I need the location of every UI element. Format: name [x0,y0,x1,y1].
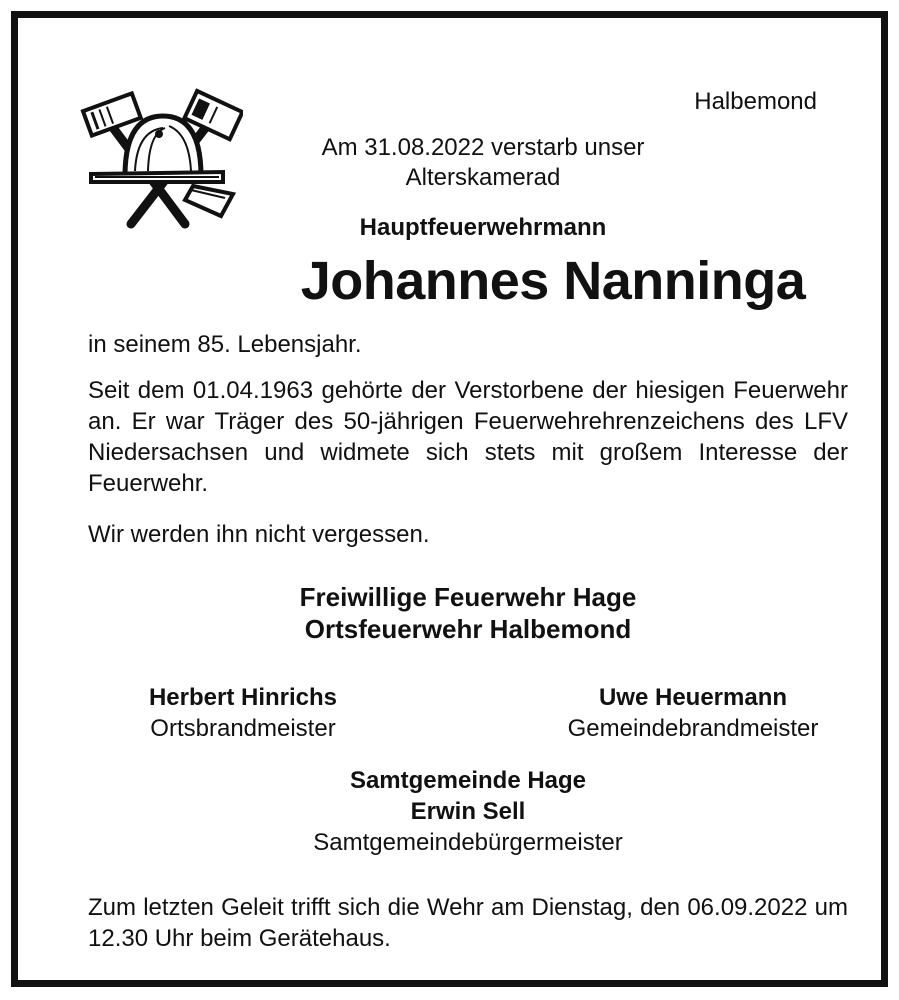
organization-unit: Ortsfeuerwehr Halbemond [304,614,632,644]
signatory-right [533,682,853,744]
signatory-org: Samtgemeinde Hage [349,767,587,794]
signatory-title: Ortsbrandmeister [150,715,336,742]
biography-paragraph: Seit dem 01.04.1963 gehörte der Verstorbene der hiesigen Feuerwehr an. Er war Träger des 50-jährigen Feuerwehrehrenzeichens des LFV Niedersachsen und widmete sich stets mit großem Interesse der Feuerwehr. [88,377,848,497]
organization-name: Freiwillige Feuerwehr Hage [299,582,637,612]
signatory-name: Uwe Heuermann [598,684,788,711]
signatory-title: Gemeindebrandmeister [567,715,819,742]
rank-title: Hauptfeuerwehrmann [359,214,607,241]
age-line: in seinem 85. Lebensjahr. [88,331,362,358]
fire-helmet-crossed-axes-icon [73,76,243,236]
signatory-center [268,765,668,858]
obituary-frame [11,11,888,987]
signatory-title: Samtgemeindebürgermeister [313,829,623,856]
intro-line-1: Am 31.08.2022 verstarb unser [321,134,645,161]
deceased-name: Johannes Nanninga [300,251,806,311]
signatory-left [113,682,373,744]
location-label: Halbemond [694,88,817,115]
funeral-notice: Zum letzten Geleit trifft sich die Wehr am Dienstag, den 06.09.2022 um 12.30 Uhr beim Gerätehaus. [88,894,848,952]
intro-text [283,133,683,193]
signatory-name: Erwin Sell [410,798,526,825]
signatory-name: Herbert Hinrichs [148,684,338,711]
remembrance-line: Wir werden ihn nicht vergessen. [88,521,430,548]
intro-line-2: Alterskamerad [405,164,561,191]
organization-block [168,581,768,645]
